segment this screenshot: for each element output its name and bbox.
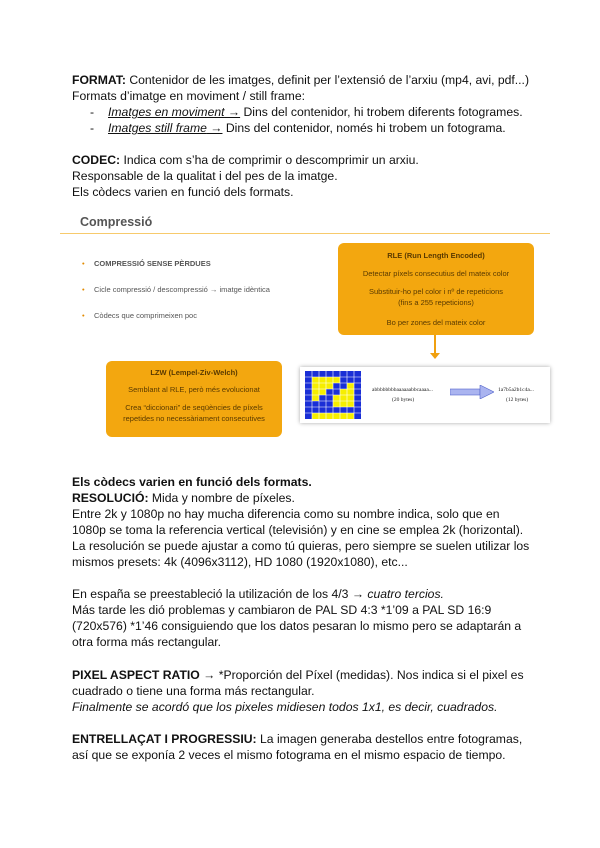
spain-line: Más tarde les dió problemas y cambiaron de PAL SD 4:3 *1’09 a PAL SD 16:9 [72,603,492,617]
format-text: Contenidor de les imatges, definit per l’extensió de l’arxiu (mp4, avi, pdf...) [125,73,529,87]
lzw-box-line: Semblant al RLE, però més evolucionat [128,385,260,394]
codec-line2: Responsable de la qualitat i del pes de la imatge. [72,169,338,183]
slide-title: Compressió [80,215,153,229]
dash-bullet: - [90,121,95,135]
slide-bullet-3: Còdecs que comprimeixen poc [94,311,197,320]
rle-example-image [300,367,550,423]
format-item-term: Imatges en moviment [108,105,225,119]
section-heading: Els còdecs varien en funció dels formats. [72,475,312,489]
rle-output-size: (12 bytes) [506,397,529,403]
spain-line: (720x576) *1’46 consiguiendo que los datos pesaran lo mismo pero se adaptarán a [72,619,522,633]
resolution-line: Entre 2k y 1080p no hay mucha diferencia como su nombre indica, solo que en [72,507,500,521]
format-item-text: Dins del contenidor, només hi trobem un fotograma. [222,121,506,135]
format-item-2 [108,120,506,136]
rle-input-size: (20 bytes) [392,397,415,403]
par-label: PIXEL ASPECT RATIO [72,668,200,682]
lzw-box-line: repetides no necessàriament consecutives [123,414,265,423]
down-arrow-icon [430,353,440,359]
lzw-box-line: Crea “diccionari” de seqüències de píxels [125,403,263,412]
rle-box-line: Substituir-ho pel color i nº de repeticions [368,287,504,296]
down-arrow-shaft [434,335,436,355]
resolution-paragraph [72,490,295,506]
right-arrow-icon [450,385,494,399]
format-item-term: Imatges still frame [108,121,207,135]
dash-bullet: - [90,105,95,119]
format-line2: Formats d’imatge en moviment / still frame: [72,89,305,103]
spain-italic: cuatro tercios. [367,587,444,601]
slide-bullet-2: Cicle compressió / descompressió → imatge idèntica [94,285,270,294]
par-italic: Finalmente se acordó que los pixeles midiesen todos 1x1, es decir, cuadrados. [72,700,498,714]
rle-box-line: Bo per zones del mateix color [386,318,486,327]
resolution-text: Mida y nombre de píxeles. [148,491,295,505]
format-item-text: Dins del contenidor, hi trobem diferents fotogrames. [240,105,523,119]
resolution-line: mismos presets: 4k (4096x3112), HD 1080 (1920x1080), etc... [72,555,408,569]
format-paragraph [72,72,529,88]
interlace-text: La imagen generaba destellos entre fotogramas, [256,732,523,746]
spain-text: En españa se preestableció la utilización de los 4/3 → [72,587,368,601]
slide-bullet-1: COMPRESSIÓ SENSE PÈRDUES [94,259,211,268]
rle-box [338,243,534,335]
slide-divider [60,233,550,234]
format-item-arrow: → [206,121,223,135]
par-paragraph [72,667,524,683]
resolution-label: RESOLUCIÓ: [72,491,149,505]
codec-paragraph [72,152,419,168]
par-text: → *Proporción del Píxel (medidas). Nos indica si el pixel es [199,668,524,682]
format-item-arrow: → [224,105,241,119]
spain-line: otra forma más rectangular. [72,635,222,649]
spain-paragraph [72,586,444,602]
slide-bullet-icon: • [82,259,85,268]
resolution-line: 1080p se toma la referencia vertical (televisión) y en cine se emplea 2k (horizontal). [72,523,524,537]
compression-slide [60,207,550,447]
resolution-line: La resolución se puede ajustar a como tú quieras, pero siempre se suelen utilizar los [72,539,530,553]
interlace-label: ENTRELLAÇAT I PROGRESSIU: [72,732,257,746]
rle-box-line: Detectar píxels consecutius del mateix color [362,269,510,278]
interlace-paragraph [72,731,522,747]
slide-bullet-icon: • [82,285,85,294]
format-item-1 [108,104,523,120]
pixel-grid-image [305,371,361,419]
codec-line3: Els còdecs varien en funció dels formats. [72,185,294,199]
par-line2: cuadrado o tiene una forma más rectangular. [72,684,315,698]
format-label: FORMAT: [72,73,126,87]
slide-bullet-icon: • [82,311,85,320]
lzw-box [106,361,282,437]
rle-box-line: (fins a 255 repeticions) [398,298,474,307]
codec-text: Indica com s’ha de comprimir o descomprimir un arxiu. [120,153,419,167]
codec-label: CODEC: [72,153,121,167]
lzw-box-title: LZW (Lempel-Ziv-Welch) [150,368,238,377]
interlace-line2: así que se exponía 2 veces el mismo fotograma en el mismo espacio de tiempo. [72,748,506,762]
rle-output-text: 1a7b5a2b1c4a... [498,387,534,393]
rle-box-title: RLE (Run Length Encoded) [387,251,485,260]
rle-input-text: abbbbbbbbaaaaaabbcaaaa... [372,387,433,393]
